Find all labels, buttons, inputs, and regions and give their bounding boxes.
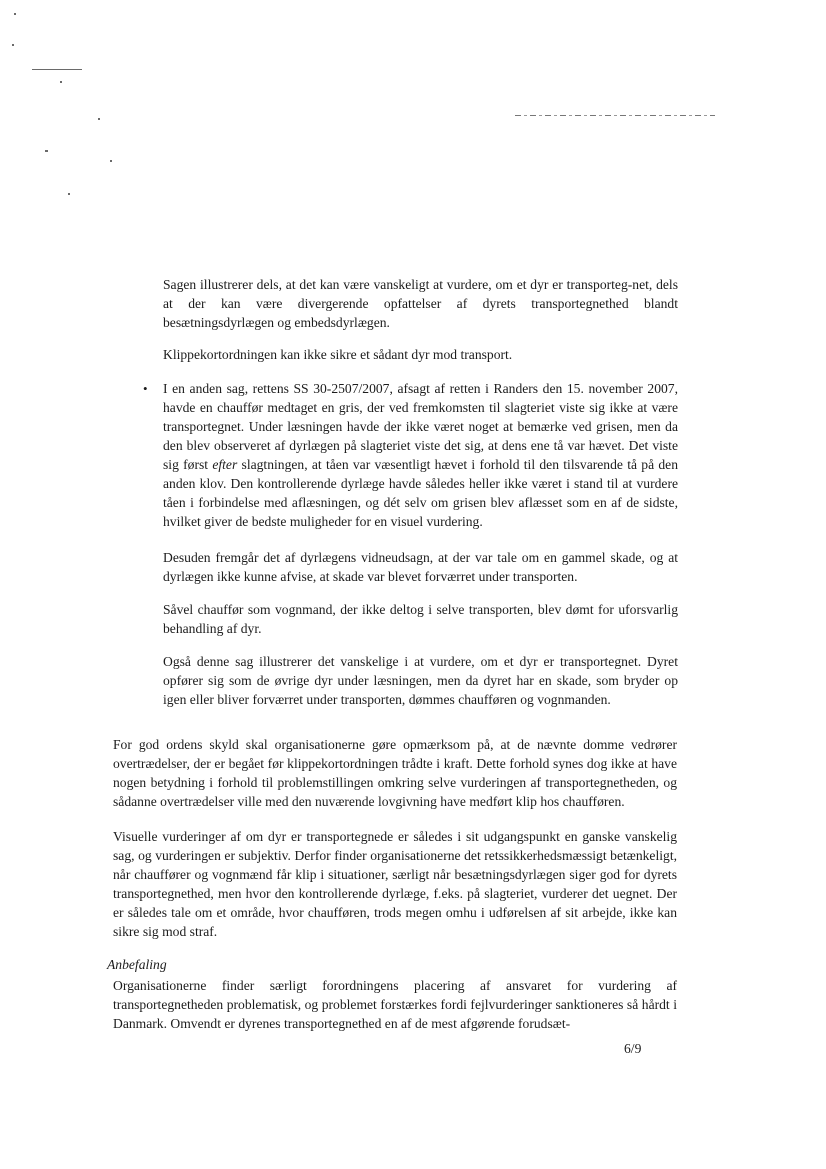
case-text-end: slagtningen, at tåen var væsentligt hævet i forhold til den tilsvarende tå på den anden klov. Den kontrollerende dyrlæge havde således heller ikke været i stand til at vurdere tåen i forbindelse med aflæsningen, og dét selv om grisen blev aflæsset som en af de sidste, hvilket giver de bedste muligheder for en visuel vurdering. [163,457,679,529]
scan-speck [68,193,70,195]
scan-line [515,115,715,116]
intro-paragraph: Sagen illustrerer dels, at det kan være vanskeligt at vurdere, om et dyr er transporteg-net, dels at der kan være divergerende opfattelser af dyrets transportegnethed blandt besætningsdyrlægen og embedsdyrlægen. [163,277,678,330]
scan-speck [32,69,82,70]
section-heading: Anbefaling [107,957,167,972]
verdict-paragraph: Såvel chauffør som vognmand, der ikke deltog i selve transporten, blev dømt for uforsvarlig behandling af dyr. [163,602,678,636]
testimony-paragraph: Desuden fremgår det af dyrlægens vidneudsagn, at der var tale om en gammel skade, og at dyrlægen ikke kunne afvise, at skade var blevet forværret under transporten. [163,550,678,584]
recommendation-paragraph: Organisationerne finder særligt forordningens placering af ansvaret for vurdering af transportegnetheden problematisk, og problemet forstærkes fordi fejlvurderinger sanktioneres så hårdt i Danmark. Omvendt er dyrenes transportegnethed en af de mest afgørende forudsæt- [113,978,677,1031]
scan-speck [60,81,62,83]
scan-speck [45,150,48,152]
page-number: 6/9 [624,1041,642,1056]
case-text-start: I en anden sag, rettens SS 30-2507/2007, afsagt af retten i Randers den 15. november 2007, havde en chauffør medtaget en gris, der ved fremkomsten til slagteriet viste sig ikke at være transportegnet. Under læsningen havde der ikke været noget at bemærke ved grisen, men da den blev observeret af dyrlægen på slagteriet viste det sig, at dens ene tå var hævet. Det viste sig først [163,381,678,472]
scan-speck [12,44,14,46]
scan-speck [110,160,112,162]
visual-assessment-paragraph: Visuelle vurderinger af om dyr er transportegnede er således i sit udgangspunkt en ganske vanskelig sag, og vurderingen er subjektiv. Derfor finder organisationerne det retssikkerhedsmæssigt betænkeligt, når chauffører og vognmænd får klip i situationer, særligt når besætningsdyrlægen siger god for dyrets transportegnethed, men hvor den kontrollerende dyrlæge, f.eks. på slagteriet, vurderer det uegnet. Der er således tale om et område, hvor chaufføren, trods megen omhu i udførelsen af sit arbejde, ikke kan sikre sig mod straf. [113,829,677,939]
scan-speck [98,118,100,120]
clip-card-paragraph: Klippekortordningen kan ikke sikre et sådant dyr mod transport. [163,347,513,362]
case-paragraph [163,379,678,531]
order-paragraph: For god ordens skyld skal organisationerne gøre opmærksom på, at de nævnte domme vedrører overtrædelser, der er begået før klippekortordningen trådte i kraft. Dette forhold synes dog ikke at have nogen betydning i forhold til problemstillingen omkring selve vurderingen af transportegnetheden, og sådanne overtrædelser ville med den nuværende lovgivning have medført klip hos chaufføren. [113,737,677,809]
scan-speck [14,13,16,15]
also-case-paragraph: Også denne sag illustrerer det vanskelige i at vurdere, om et dyr er transportegnet. Dyret opfører sig som de øvrige dyr under læsningen, men da dyret har en skade, som bryder op igen eller bliver forværret under transporten, dømmes chaufføren og vognmanden. [163,654,678,707]
bullet-marker: • [143,381,148,396]
case-emphasis: efter [212,457,238,472]
